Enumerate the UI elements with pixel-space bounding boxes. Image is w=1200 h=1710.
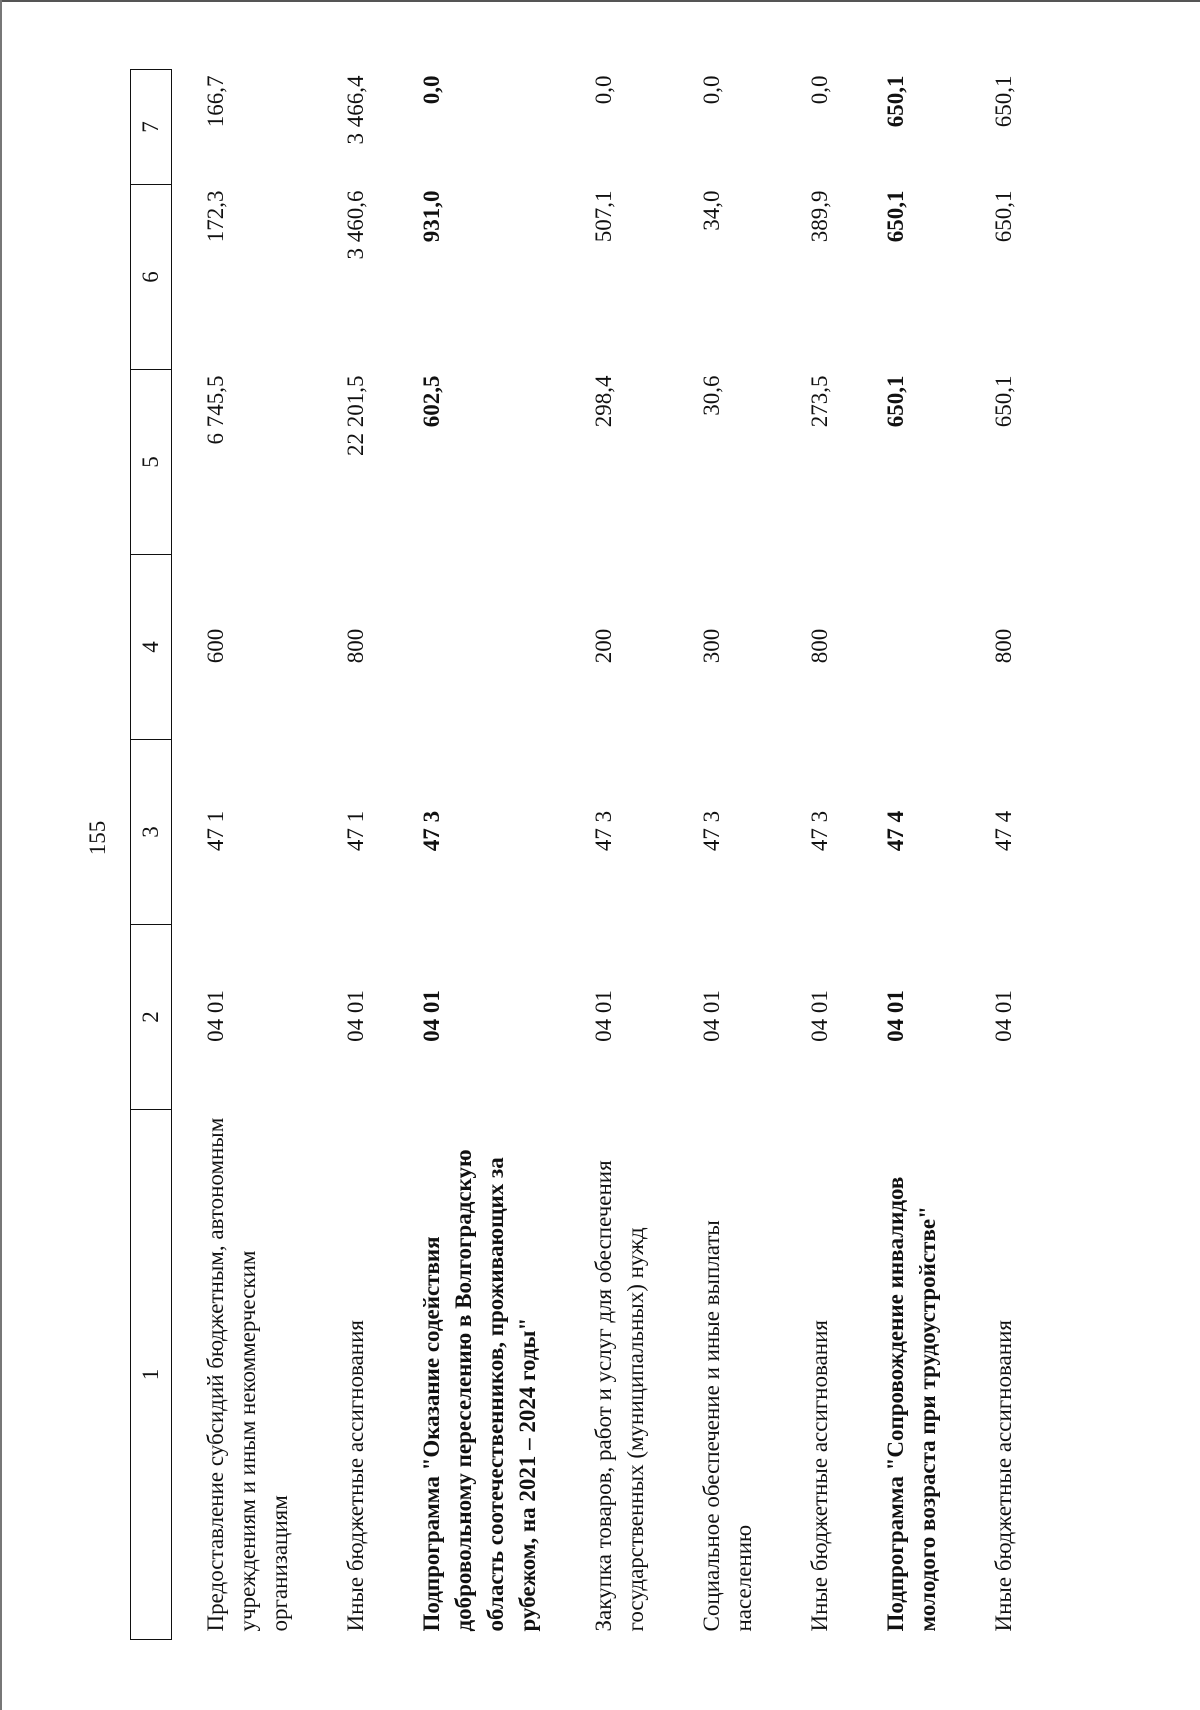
page-number: 155 — [85, 820, 110, 856]
row-amount-col5-cell: 650,1 — [991, 375, 1016, 428]
row-amount-col7-cell: 0,0 — [419, 75, 444, 105]
row-expense-type-cell: 800 — [807, 628, 832, 664]
budget-table — [130, 69, 1042, 1640]
row-expense-type-cell — [858, 555, 966, 740]
row-amount-col5-cell: 30,6 — [699, 375, 724, 416]
row-amount-col5-cell: 602,5 — [419, 375, 444, 428]
row-section-code-cell: 04 01 — [991, 990, 1016, 1042]
row-amount-col6-cell: 650,1 — [883, 190, 908, 243]
row-amount-col7-cell: 0,0 — [807, 75, 832, 105]
row-amount-col7-cell: 650,1 — [883, 75, 908, 128]
row-amount-col6-cell: 172,3 — [203, 190, 228, 243]
table-row — [966, 70, 1042, 1640]
row-amount-col7-cell: 0,0 — [699, 75, 724, 105]
scan-edge-left — [0, 0, 2, 1710]
header-col-3: 3 — [131, 740, 172, 925]
row-target-item-cell: 47 3 — [807, 810, 832, 852]
row-amount-col7-cell: 166,7 — [203, 75, 228, 128]
header-col-6: 6 — [131, 185, 172, 370]
row-amount-col5-cell: 273,5 — [807, 375, 832, 428]
row-name-cell: Иные бюджетные ассигнования — [343, 1320, 368, 1632]
header-col-2: 2 — [131, 925, 172, 1110]
row-target-item-cell: 47 1 — [343, 810, 368, 852]
row-target-item-cell: 47 4 — [991, 810, 1016, 852]
table-row — [394, 70, 566, 1640]
header-row — [131, 70, 172, 1640]
header-col-4: 4 — [131, 555, 172, 740]
row-name-cell: Социальное обеспечение и иные выплаты населению — [699, 1220, 756, 1632]
table-row — [674, 70, 782, 1640]
row-target-item-cell: 47 3 — [419, 810, 444, 852]
row-name-cell: Подпрограмма "Сопровождение инвалидов молодого возраста при трудоустройстве" — [883, 1176, 940, 1632]
header-col-5: 5 — [131, 370, 172, 555]
row-amount-col5-cell: 650,1 — [883, 375, 908, 428]
row-amount-col6-cell: 650,1 — [991, 190, 1016, 243]
row-section-code-cell: 04 01 — [807, 990, 832, 1042]
row-section-code-cell: 04 01 — [419, 990, 444, 1042]
row-section-code-cell: 04 01 — [203, 990, 228, 1042]
row-amount-col7-cell: 3 466,4 — [343, 75, 368, 145]
row-target-item-cell: 47 3 — [699, 810, 724, 852]
row-amount-col6-cell: 3 460,6 — [343, 190, 368, 260]
table-row — [172, 70, 319, 1640]
header-col-1: 1 — [131, 1110, 172, 1640]
row-section-code-cell: 04 01 — [883, 990, 908, 1042]
row-section-code-cell: 04 01 — [699, 990, 724, 1042]
table-row — [566, 70, 674, 1640]
row-amount-col6-cell: 931,0 — [419, 190, 444, 243]
row-amount-col6-cell: 389,9 — [807, 190, 832, 243]
row-amount-col5-cell: 6 745,5 — [203, 375, 228, 445]
row-expense-type-cell: 800 — [343, 628, 368, 664]
table-body — [172, 70, 1043, 1640]
row-amount-col5-cell: 298,4 — [591, 375, 616, 428]
row-section-code-cell: 04 01 — [591, 990, 616, 1042]
row-amount-col6-cell: 34,0 — [699, 190, 724, 231]
row-target-item-cell: 47 1 — [203, 810, 228, 852]
table-header — [131, 70, 172, 1640]
table-row — [318, 70, 394, 1640]
row-name-cell: Закупка товаров, работ и услуг для обеспечения государственных (муниципальных) нужд — [591, 1160, 648, 1632]
table-row — [858, 70, 966, 1640]
row-section-code-cell: 04 01 — [343, 990, 368, 1042]
row-name-cell: Иные бюджетные ассигнования — [807, 1320, 832, 1632]
row-expense-type-cell: 300 — [699, 628, 724, 664]
row-amount-col7-cell: 0,0 — [591, 75, 616, 105]
row-name-cell: Иные бюджетные ассигнования — [991, 1320, 1016, 1632]
row-expense-type-cell: 600 — [203, 628, 228, 664]
rotated-document — [130, 70, 1110, 1640]
row-name-cell: Предоставление субсидий бюджетным, автономным учреждениям и иным некоммерческим организациям — [203, 1117, 292, 1632]
row-expense-type-cell: 800 — [991, 628, 1016, 664]
row-name-cell: Подпрограмма "Оказание содействия добровольному переселению в Волгоградскую область соотечественников, проживающих за рубежом, на 2021 – 2024 годы" — [419, 1149, 540, 1632]
row-expense-type-cell: 200 — [591, 628, 616, 664]
row-amount-col6-cell: 507,1 — [591, 190, 616, 243]
row-expense-type-cell — [394, 555, 566, 740]
row-target-item-cell: 47 3 — [591, 810, 616, 852]
row-target-item-cell: 47 4 — [883, 810, 908, 852]
table-row — [782, 70, 858, 1640]
scan-edge-top — [0, 0, 1200, 2]
row-amount-col5-cell: 22 201,5 — [343, 375, 368, 456]
row-amount-col7-cell: 650,1 — [991, 75, 1016, 128]
header-col-7: 7 — [131, 70, 172, 185]
